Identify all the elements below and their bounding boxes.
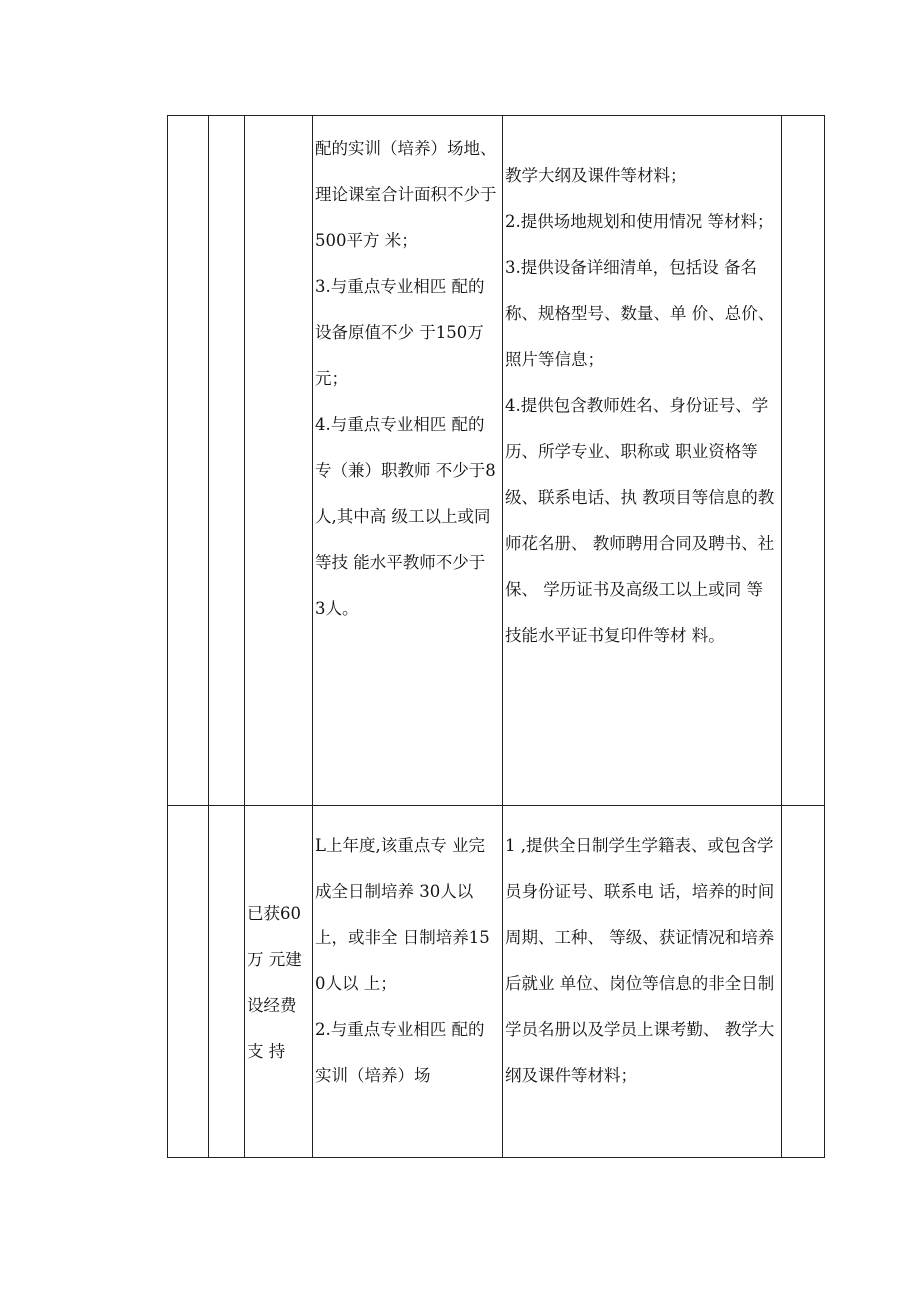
- requirements-table: [167, 115, 825, 1158]
- materials-text: 1 ,提供全日制学生学籍表、或包含学员身份证号、联系电 话，培养的时间周期、工种、 等级、获证情况和培养后就业 单位、岗位等信息的非全日制 学员名册以及学员上课考勤、 教学大纲及课件等材料；: [505, 836, 775, 1085]
- condition-label-cell: [245, 116, 313, 806]
- item-cell: [209, 806, 245, 1158]
- table-row: [168, 806, 825, 1158]
- score-cell: [782, 116, 825, 806]
- score-cell: [782, 806, 825, 1158]
- materials-text: 教学大纲及课件等材料； 2.提供场地规划和使用情况 等材料； 3.提供设备详细清单，包括设 备名称、规格型号、数量、单 价、总价、照片等信息； 4.提供包含教师姓名、身份证号、学历、所学专业、职称或 职业资格等级、联系电话、执 教项目等信息的教师花名册、 教师聘用合同及聘书、社保、 学历证书及高级工以上或同 等技能水平证书复印件等材 料。: [505, 166, 775, 645]
- condition-label: 已获60万 元建 设经费支 持: [247, 904, 302, 1061]
- requirement-cell: [313, 806, 503, 1158]
- requirement-text: 配的实训（培养）场地、理论课室合计面积不少于500平方 米； 3.与重点专业相匹 配的设备原值不少 于150万元； 4.与重点专业相匹 配的专（兼）职教师 不少于8人,其中高 级工以上或同等技 能水平教师不少于 3人。: [315, 139, 497, 618]
- requirement-text: L上年度,该重点专 业完成全日制培养 30人以上，或非全 日制培养150人以 上； 2.与重点专业相匹 配的实训（培养）场: [315, 836, 490, 1085]
- category-cell: [168, 806, 209, 1158]
- materials-cell: [503, 116, 782, 806]
- condition-label-cell: [245, 806, 313, 1158]
- table-row: [168, 116, 825, 806]
- category-cell: [168, 116, 209, 806]
- requirement-cell: [313, 116, 503, 806]
- item-cell: [209, 116, 245, 806]
- materials-cell: [503, 806, 782, 1158]
